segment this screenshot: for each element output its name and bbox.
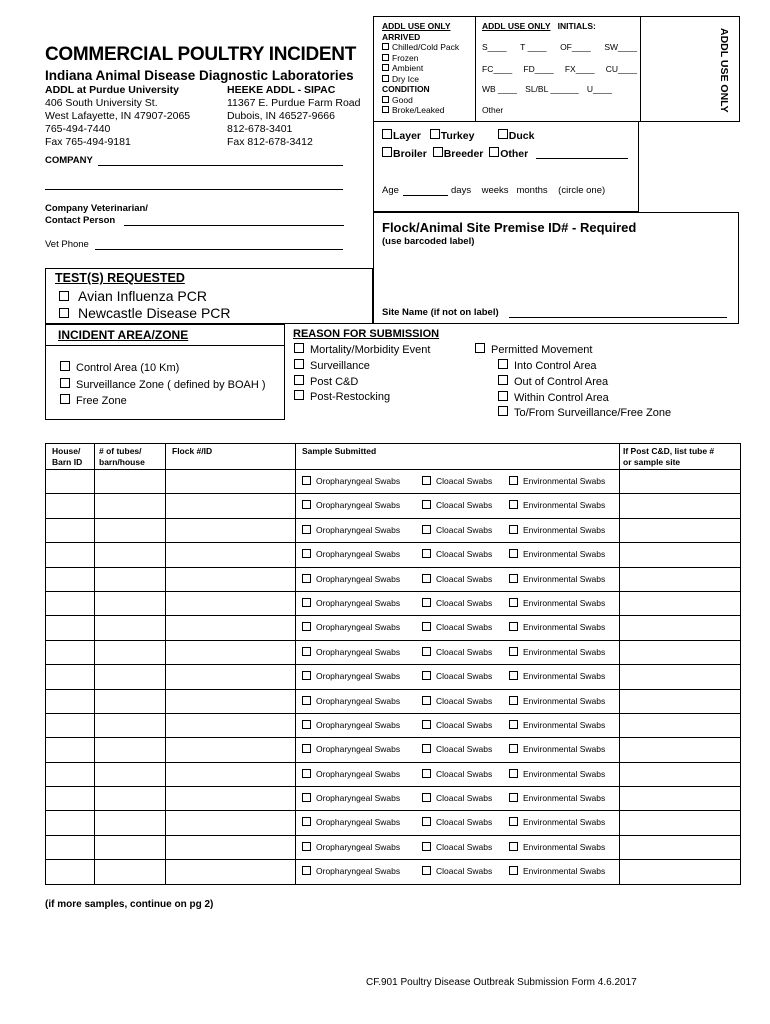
addl-divider [475, 16, 476, 122]
tubes-cell[interactable] [95, 591, 166, 615]
tubes-cell[interactable] [95, 567, 166, 591]
post-cd-cell[interactable] [620, 738, 741, 762]
bird-other-field[interactable] [536, 158, 628, 159]
continue-note: (if more samples, continue on pg 2) [45, 899, 214, 910]
house-cell[interactable] [46, 860, 95, 884]
movement-into-control[interactable]: Into Control Area [498, 359, 671, 375]
flock-cell[interactable] [166, 689, 296, 713]
tubes-cell[interactable] [95, 616, 166, 640]
sample-cell[interactable] [296, 787, 620, 811]
post-cd-cell[interactable] [620, 689, 741, 713]
flock-cell[interactable] [166, 640, 296, 664]
environmental-swabs-checkbox[interactable]: Environmental Swabs [509, 866, 605, 876]
tubes-cell[interactable] [95, 835, 166, 859]
addl-codes-other[interactable]: Other [482, 105, 504, 115]
tubes-cell[interactable] [95, 518, 166, 542]
table-row [46, 689, 741, 713]
oropharyngeal-swabs-checkbox[interactable]: Oropharyngeal Swabs [302, 525, 400, 535]
test-avian-influenza[interactable]: Avian Influenza PCR [59, 288, 207, 305]
post-cd-cell[interactable] [620, 787, 741, 811]
addl-codes-row1[interactable]: S____ T ____ OF____ SW____ [482, 42, 637, 52]
sample-table [45, 443, 741, 885]
environmental-swabs-checkbox[interactable]: Environmental Swabs [509, 793, 605, 803]
environmental-swabs-checkbox[interactable]: Environmental Swabs [509, 720, 605, 730]
site-name-label: Site Name (if not on label) [382, 307, 499, 318]
cloacal-swabs-checkbox[interactable]: Cloacal Swabs [422, 647, 492, 657]
oropharyngeal-swabs-checkbox[interactable]: Oropharyngeal Swabs [302, 744, 400, 754]
movement-within-control[interactable]: Within Control Area [498, 391, 671, 407]
house-cell[interactable] [46, 640, 95, 664]
sample-cell[interactable] [296, 494, 620, 518]
zone-surveillance[interactable]: Surveillance Zone ( defined by BOAH ) [60, 377, 266, 394]
table-row [46, 835, 741, 859]
house-cell[interactable] [46, 762, 95, 786]
table-row [46, 811, 741, 835]
reason-permitted-movement[interactable]: Permitted Movement [475, 343, 592, 359]
arrived-dry-ice[interactable]: Dry Ice [382, 74, 459, 85]
reason-post-cd[interactable]: Post C&D [294, 375, 430, 391]
bird-breeder[interactable]: Breeder [433, 148, 484, 160]
cloacal-swabs-checkbox[interactable]: Cloacal Swabs [422, 769, 492, 779]
age-label: Age [382, 185, 399, 196]
post-cd-cell[interactable] [620, 762, 741, 786]
cloacal-swabs-checkbox[interactable]: Cloacal Swabs [422, 622, 492, 632]
reason-heading: REASON FOR SUBMISSION [293, 328, 440, 340]
cloacal-swabs-checkbox[interactable]: Cloacal Swabs [422, 842, 492, 852]
age-field[interactable] [403, 195, 448, 196]
vet-phone-field[interactable] [95, 249, 343, 250]
flock-cell[interactable] [166, 811, 296, 835]
arrived-chilled[interactable]: Chilled/Cold Pack [382, 42, 459, 53]
table-row [46, 494, 741, 518]
premise-id-title: Flock/Animal Site Premise ID# - Required [382, 220, 637, 235]
incident-area-heading: INCIDENT AREA/ZONE [58, 328, 189, 342]
form-id: CF.901 Poultry Disease Outbreak Submission Form 4.6.2017 [366, 977, 637, 988]
oropharyngeal-swabs-checkbox[interactable]: Oropharyngeal Swabs [302, 622, 400, 632]
cloacal-swabs-checkbox[interactable]: Cloacal Swabs [422, 696, 492, 706]
table-row [46, 591, 741, 615]
flock-cell[interactable] [166, 835, 296, 859]
house-cell[interactable] [46, 616, 95, 640]
flock-cell[interactable] [166, 860, 296, 884]
bird-turkey[interactable]: Turkey [430, 130, 475, 142]
company-field[interactable] [98, 165, 343, 166]
flock-cell[interactable] [166, 591, 296, 615]
arrived-frozen[interactable]: Frozen [382, 53, 459, 64]
oropharyngeal-swabs-checkbox[interactable]: Oropharyngeal Swabs [302, 549, 400, 559]
table-row [46, 713, 741, 737]
oropharyngeal-swabs-checkbox[interactable]: Oropharyngeal Swabs [302, 671, 400, 681]
house-cell[interactable] [46, 518, 95, 542]
sample-cell[interactable] [296, 616, 620, 640]
tubes-cell[interactable] [95, 860, 166, 884]
oropharyngeal-swabs-checkbox[interactable]: Oropharyngeal Swabs [302, 598, 400, 608]
post-cd-cell[interactable] [620, 494, 741, 518]
tests-requested-heading: TEST(S) REQUESTED [55, 271, 185, 285]
oropharyngeal-swabs-checkbox[interactable]: Oropharyngeal Swabs [302, 696, 400, 706]
sample-cell[interactable] [296, 738, 620, 762]
flock-cell[interactable] [166, 762, 296, 786]
post-cd-cell[interactable] [620, 470, 741, 494]
flock-cell[interactable] [166, 470, 296, 494]
cloacal-swabs-checkbox[interactable]: Cloacal Swabs [422, 476, 492, 486]
incident-area-divider [45, 345, 285, 346]
company-field-line2[interactable] [45, 189, 343, 190]
cloacal-swabs-checkbox[interactable]: Cloacal Swabs [422, 525, 492, 535]
tubes-cell[interactable] [95, 787, 166, 811]
post-cd-cell[interactable] [620, 591, 741, 615]
tubes-cell[interactable] [95, 640, 166, 664]
flock-cell[interactable] [166, 616, 296, 640]
sample-cell[interactable] [296, 665, 620, 689]
environmental-swabs-checkbox[interactable]: Environmental Swabs [509, 549, 605, 559]
cloacal-swabs-checkbox[interactable]: Cloacal Swabs [422, 671, 492, 681]
company-label: COMPANY [45, 155, 93, 166]
tubes-cell[interactable] [95, 811, 166, 835]
arrived-ambient[interactable]: Ambient [382, 63, 459, 74]
condition-good[interactable]: Good [382, 95, 459, 106]
environmental-swabs-checkbox[interactable]: Environmental Swabs [509, 476, 605, 486]
col-header-flock: Flock #/ID [166, 444, 296, 470]
environmental-swabs-checkbox[interactable]: Environmental Swabs [509, 769, 605, 779]
environmental-swabs-checkbox[interactable]: Environmental Swabs [509, 500, 605, 510]
oropharyngeal-swabs-checkbox[interactable]: Oropharyngeal Swabs [302, 476, 400, 486]
reason-left-options [294, 343, 430, 406]
house-cell[interactable] [46, 494, 95, 518]
sample-cell[interactable] [296, 713, 620, 737]
oropharyngeal-swabs-checkbox[interactable]: Oropharyngeal Swabs [302, 647, 400, 657]
addl-codes-row2[interactable]: FC____ FD____ FX____ CU____ [482, 64, 637, 74]
addl-codes-row3[interactable]: WB ____ SL/BL ______ U____ [482, 84, 612, 94]
oropharyngeal-swabs-checkbox[interactable]: Oropharyngeal Swabs [302, 720, 400, 730]
addl-vertical-label: ADDL USE ONLY [718, 28, 730, 113]
table-row [46, 787, 741, 811]
bird-layer[interactable]: Layer [382, 130, 421, 142]
sample-cell[interactable] [296, 470, 620, 494]
sample-cell[interactable] [296, 591, 620, 615]
table-row [46, 860, 741, 884]
oropharyngeal-swabs-checkbox[interactable]: Oropharyngeal Swabs [302, 574, 400, 584]
environmental-swabs-checkbox[interactable]: Environmental Swabs [509, 525, 605, 535]
col-header-post-cd: If Post C&D, list tube # or sample site [620, 444, 741, 470]
house-cell[interactable] [46, 665, 95, 689]
environmental-swabs-checkbox[interactable]: Environmental Swabs [509, 744, 605, 754]
environmental-swabs-checkbox[interactable]: Environmental Swabs [509, 574, 605, 584]
environmental-swabs-checkbox[interactable]: Environmental Swabs [509, 817, 605, 827]
house-cell[interactable] [46, 689, 95, 713]
table-row [46, 640, 741, 664]
environmental-swabs-checkbox[interactable]: Environmental Swabs [509, 696, 605, 706]
sample-cell[interactable] [296, 640, 620, 664]
tubes-cell[interactable] [95, 738, 166, 762]
cloacal-swabs-checkbox[interactable]: Cloacal Swabs [422, 793, 492, 803]
zone-control-area[interactable]: Control Area (10 Km) [60, 360, 266, 377]
sample-cell[interactable] [296, 689, 620, 713]
sample-cell[interactable] [296, 567, 620, 591]
oropharyngeal-swabs-checkbox[interactable]: Oropharyngeal Swabs [302, 793, 400, 803]
environmental-swabs-checkbox[interactable]: Environmental Swabs [509, 842, 605, 852]
vet-phone-label: Vet Phone [45, 239, 89, 250]
post-cd-cell[interactable] [620, 713, 741, 737]
house-cell[interactable] [46, 787, 95, 811]
house-cell[interactable] [46, 543, 95, 567]
flock-cell[interactable] [166, 494, 296, 518]
flock-cell[interactable] [166, 543, 296, 567]
oropharyngeal-swabs-checkbox[interactable]: Oropharyngeal Swabs [302, 817, 400, 827]
movement-out-of-control[interactable]: Out of Control Area [498, 375, 671, 391]
col-header-house: House/ Barn ID [46, 444, 95, 470]
tubes-cell[interactable] [95, 494, 166, 518]
cloacal-swabs-checkbox[interactable]: Cloacal Swabs [422, 720, 492, 730]
oropharyngeal-swabs-checkbox[interactable]: Oropharyngeal Swabs [302, 769, 400, 779]
reason-surveillance[interactable]: Surveillance [294, 359, 430, 375]
oropharyngeal-swabs-checkbox[interactable]: Oropharyngeal Swabs [302, 500, 400, 510]
addl-test-codes: ADDL USE ONLY INITIALS: [482, 21, 596, 31]
post-cd-cell[interactable] [620, 811, 741, 835]
house-cell[interactable] [46, 591, 95, 615]
lab-address-purdue: ADDL at Purdue University 406 South University St. West Lafayette, IN 47907-2065 765-494-7440 Fax 765-494-9181 [45, 84, 191, 148]
sample-cell[interactable] [296, 518, 620, 542]
reason-mortality[interactable]: Mortality/Morbidity Event [294, 343, 430, 359]
sample-cell[interactable] [296, 543, 620, 567]
table-header-row [46, 444, 741, 470]
sample-cell[interactable] [296, 835, 620, 859]
zone-free[interactable]: Free Zone [60, 393, 266, 410]
sample-cell[interactable] [296, 811, 620, 835]
lab-address-heeke: HEEKE ADDL - SIPAC 11367 E. Purdue Farm Road Dubois, IN 46527-9666 812-678-3401 Fax 812-678-3412 [227, 84, 361, 148]
post-cd-cell[interactable] [620, 860, 741, 884]
bird-duck[interactable]: Duck [498, 130, 535, 142]
flock-cell[interactable] [166, 738, 296, 762]
cloacal-swabs-checkbox[interactable]: Cloacal Swabs [422, 598, 492, 608]
page-subtitle: Indiana Animal Disease Diagnostic Laboratories [45, 68, 354, 83]
bird-type-row1 [382, 129, 534, 143]
post-cd-cell[interactable] [620, 640, 741, 664]
cloacal-swabs-checkbox[interactable]: Cloacal Swabs [422, 574, 492, 584]
environmental-swabs-checkbox[interactable]: Environmental Swabs [509, 622, 605, 632]
premise-id-note: (use barcoded label) [382, 236, 475, 247]
house-cell[interactable] [46, 811, 95, 835]
house-cell[interactable] [46, 470, 95, 494]
house-cell[interactable] [46, 738, 95, 762]
col-header-sample: Sample Submitted [296, 444, 620, 470]
condition-broke[interactable]: Broke/Leaked [382, 105, 459, 116]
cloacal-swabs-checkbox[interactable]: Cloacal Swabs [422, 817, 492, 827]
cloacal-swabs-checkbox[interactable]: Cloacal Swabs [422, 500, 492, 510]
table-row [46, 543, 741, 567]
sample-cell[interactable] [296, 762, 620, 786]
bird-type-row2 [382, 147, 528, 161]
oropharyngeal-swabs-checkbox[interactable]: Oropharyngeal Swabs [302, 842, 400, 852]
environmental-swabs-checkbox[interactable]: Environmental Swabs [509, 598, 605, 608]
oropharyngeal-swabs-checkbox[interactable]: Oropharyngeal Swabs [302, 866, 400, 876]
table-row [46, 738, 741, 762]
house-cell[interactable] [46, 713, 95, 737]
post-cd-cell[interactable] [620, 567, 741, 591]
table-row [46, 665, 741, 689]
sample-cell[interactable] [296, 860, 620, 884]
age-units[interactable]: days weeks months (circle one) [451, 185, 606, 196]
table-row [46, 470, 741, 494]
addl-divider-right [640, 16, 641, 122]
incident-area-options [60, 360, 266, 410]
flock-cell[interactable] [166, 787, 296, 811]
flock-cell[interactable] [166, 518, 296, 542]
reason-right-options [498, 359, 671, 422]
post-cd-cell[interactable] [620, 518, 741, 542]
tubes-cell[interactable] [95, 762, 166, 786]
vet-contact-field[interactable] [124, 225, 344, 226]
addl-arrival-section: ADDL USE ONLY ARRIVED Chilled/Cold Pack Frozen Ambient Dry Ice CONDITION Good Broke/Leaked [382, 21, 460, 115]
post-cd-cell[interactable] [620, 543, 741, 567]
environmental-swabs-checkbox[interactable]: Environmental Swabs [509, 647, 605, 657]
reason-post-restocking[interactable]: Post-Restocking [294, 390, 430, 406]
bird-other[interactable]: Other [489, 148, 528, 160]
tubes-cell[interactable] [95, 713, 166, 737]
table-row [46, 616, 741, 640]
cloacal-swabs-checkbox[interactable]: Cloacal Swabs [422, 549, 492, 559]
table-row [46, 762, 741, 786]
post-cd-cell[interactable] [620, 665, 741, 689]
post-cd-cell[interactable] [620, 616, 741, 640]
post-cd-cell[interactable] [620, 835, 741, 859]
house-cell[interactable] [46, 567, 95, 591]
vet-label: Company Veterinarian/ Contact Person [45, 203, 148, 226]
flock-cell[interactable] [166, 567, 296, 591]
flock-cell[interactable] [166, 713, 296, 737]
table-row [46, 518, 741, 542]
tubes-cell[interactable] [95, 689, 166, 713]
col-header-tubes: # of tubes/ barn/house [95, 444, 166, 470]
sample-rows [46, 470, 741, 885]
bird-broiler[interactable]: Broiler [382, 148, 427, 160]
house-cell[interactable] [46, 835, 95, 859]
cloacal-swabs-checkbox[interactable]: Cloacal Swabs [422, 866, 492, 876]
table-row [46, 567, 741, 591]
tubes-cell[interactable] [95, 543, 166, 567]
site-name-field[interactable] [509, 317, 727, 318]
tubes-cell[interactable] [95, 665, 166, 689]
environmental-swabs-checkbox[interactable]: Environmental Swabs [509, 671, 605, 681]
cloacal-swabs-checkbox[interactable]: Cloacal Swabs [422, 744, 492, 754]
page-title: COMMERCIAL POULTRY INCIDENT [45, 44, 357, 65]
movement-surveillance-free[interactable]: To/From Surveillance/Free Zone [498, 406, 671, 422]
tubes-cell[interactable] [95, 470, 166, 494]
flock-cell[interactable] [166, 665, 296, 689]
test-newcastle[interactable]: Newcastle Disease PCR [59, 305, 231, 322]
